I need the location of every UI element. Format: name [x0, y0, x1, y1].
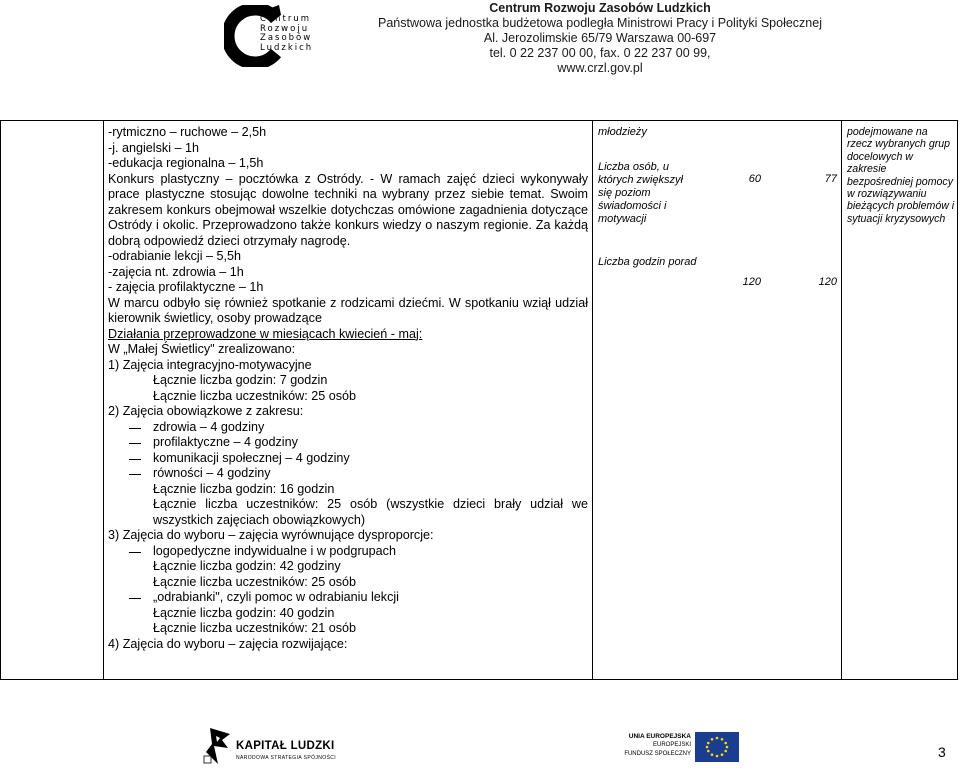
logo-word: Centrum	[260, 14, 312, 24]
list-item: 2) Zajęcia obowiązkowe z zakresu:	[108, 404, 304, 418]
planned-value: 60	[748, 173, 761, 185]
list-detail: Łącznie liczba godzin: 40 godzin	[153, 605, 335, 620]
list-item: 3) Zajęcia do wyboru – zajęcia wyrównujące dysproporcje:	[108, 528, 434, 542]
sub-list-item: logopedyczne indywidualne i w podgrupach	[108, 544, 588, 560]
list-detail: Łącznie liczba uczestników: 25 osób	[153, 388, 357, 403]
sub-list-item: komunikacji społecznej – 4 godziny	[108, 451, 588, 467]
kl-subtitle: NARODOWA STRATEGIA SPÓJNOŚCI	[236, 755, 337, 761]
page-header	[0, 0, 960, 80]
logo-word: Rozwoju	[260, 23, 310, 34]
indicator-column	[598, 126, 698, 269]
actual-value: 77	[824, 173, 837, 185]
org-name: Centrum Rozwoju Zasobów Ludzkich	[489, 1, 711, 15]
list-detail: Łącznie liczba godzin: 7 godzin	[153, 373, 328, 387]
column-divider	[103, 121, 104, 679]
notes-column: podejmowane na rzecz wybranych grup docelowych w zakresie bezpośredniej pomocy w rozwiązywaniu bieżących problemów i sytuacji kryzysowych	[847, 126, 955, 225]
activities-description	[108, 125, 588, 652]
sub-list-item: profilaktyczne – 4 godziny	[108, 435, 588, 451]
text-line: - zajęcia profilaktyczne – 1h	[108, 280, 264, 294]
list-detail: Łącznie liczba godzin: 42 godziny	[153, 559, 341, 573]
eu-logo	[595, 730, 745, 766]
text-paragraph: Konkurs plastyczny – pocztówka z Ostródy. - W ramach zajęć dzieci wykonywały prace plastyczne stosując dowolne techniki na wybrany przez siebie temat. Swoim zakresem konkurs obejmował wszelkie dotychczas omówione zagadnienia dotyczące Ostródy i okolic. Przeprowadzono także konkurs wiedzy o naszym regionie. Za każdą dobrą odpowiedź dzieci otrzymały nagrodę.	[108, 171, 588, 248]
kapital-ludzki-figure-icon	[202, 726, 234, 766]
crzl-logo	[222, 3, 362, 71]
text-line: -rytmiczno – ruchowe – 2,5h	[108, 125, 267, 139]
org-website: www.crzl.gov.pl	[557, 61, 643, 75]
kapital-ludzki-logo	[200, 722, 340, 770]
kl-title: KAPITAŁ LUDZKI	[236, 740, 335, 752]
text-line: -odrabianie lekcji – 5,5h	[108, 249, 242, 263]
indicator-label: Liczba osób, u których zwiększył się poziom świadomości i motywacji	[598, 161, 683, 225]
report-table	[0, 120, 958, 680]
org-info	[375, 1, 825, 76]
eu-line: FUNDUSZ SPOŁECZNY	[624, 751, 691, 757]
logo-word: Zasobów	[260, 33, 313, 44]
section-heading: Działania przeprowadzone w miesiącach kwiecień - maj:	[108, 326, 423, 341]
column-divider	[841, 121, 842, 679]
indicator-top: młodzieży	[598, 126, 647, 138]
list-item: 4) Zajęcia do wyboru – zajęcia rozwijające:	[108, 636, 348, 651]
list-detail: Łącznie liczba uczestników: 21 osób	[153, 621, 357, 635]
sub-list-item: zdrowia – 4 godziny	[108, 420, 588, 436]
text-line: -edukacja regionalna – 1,5h	[108, 156, 264, 170]
actual-value: 120	[818, 276, 837, 288]
column-divider	[592, 121, 593, 679]
text-line: W „Małej Świetlicy" zrealizowano:	[108, 342, 296, 356]
org-address: Al. Jerozolimskie 65/79 Warszawa 00-697	[483, 31, 717, 45]
eu-text	[595, 732, 691, 759]
org-phone: tel. 0 22 237 00 00, fax. 0 22 237 00 99,	[489, 46, 711, 60]
text-line: -j. angielski – 1h	[108, 140, 200, 155]
sub-list-item: „odrabianki", czyli pomoc w odrabianiu lekcji	[108, 590, 588, 606]
eu-flag-icon	[695, 732, 739, 762]
list-detail: Łącznie liczba godzin: 16 godzin	[153, 481, 335, 496]
indicator-label: Liczba godzin porad	[598, 256, 697, 268]
sub-list-item: równości – 4 godziny	[108, 466, 588, 482]
list-item: 1) Zajęcia integracyjno-motywacyjne	[108, 357, 312, 372]
eu-line: UNIA EUROPEJSKA	[628, 733, 691, 740]
planned-value: 120	[742, 276, 761, 288]
text-line: -zajęcia nt. zdrowia – 1h	[108, 264, 244, 279]
text-paragraph: W marcu odbyło się również spotkanie z rodzicami dziećmi. W spotkaniu wziął udział kierownik świetlicy, osoby prowadzące	[108, 295, 588, 325]
page-number: 3	[938, 744, 946, 760]
logo-word: Ludzkich	[260, 42, 314, 53]
eu-line: EUROPEJSKI	[652, 742, 691, 748]
org-description: Państwowa jednostka budżetowa podległa Ministrowi Pracy i Polityki Społecznej	[378, 16, 822, 30]
list-detail: Łącznie liczba uczestników: 25 osób	[153, 574, 357, 589]
list-detail: Łącznie liczba uczestników: 25 osób (wszystkie dzieci brały udział we wszystkich zajęciach obowiązkowych)	[153, 497, 588, 527]
logo-wordmark	[260, 15, 313, 53]
